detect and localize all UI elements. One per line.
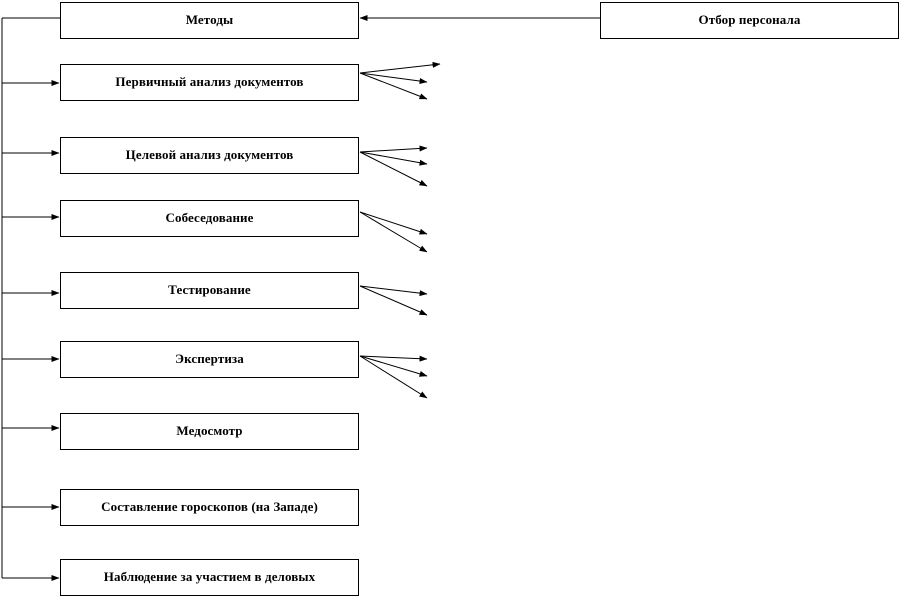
- fan-arrow-2-2: [360, 152, 427, 164]
- method-box-interview: [60, 200, 359, 237]
- method-label: Составление гороскопов (на Западе): [101, 499, 318, 514]
- fan-arrow-3-2: [360, 212, 427, 252]
- method-box-medical-exam: [60, 413, 359, 450]
- root-box-label: Отбор персонала: [698, 12, 801, 27]
- methods-box: [60, 2, 359, 39]
- method-label: Собеседование: [165, 210, 254, 225]
- method-label: Тестирование: [168, 282, 251, 297]
- method-box-observation: [60, 559, 359, 596]
- fan-arrow-1-1: [360, 64, 440, 73]
- method-label: Целевой анализ документов: [125, 147, 294, 162]
- method-box-testing: [60, 272, 359, 309]
- method-box-targeted-doc-analysis: [60, 137, 359, 174]
- fan-arrow-5-3: [360, 356, 427, 398]
- method-label: Экспертиза: [175, 351, 244, 366]
- method-label: Первичный анализ документов: [115, 74, 304, 89]
- fan-arrow-2-3: [360, 152, 427, 186]
- fan-arrow-1-3: [360, 73, 427, 99]
- fan-arrow-3-1: [360, 212, 427, 234]
- fan-arrow-1-2: [360, 73, 427, 82]
- fan-arrow-2-1: [360, 148, 427, 152]
- methods-box-label: Методы: [185, 12, 234, 27]
- method-label: Медосмотр: [176, 423, 243, 438]
- method-box-primary-doc-analysis: [60, 64, 359, 101]
- root-box-personnel-selection: [600, 2, 899, 39]
- method-box-horoscopes: [60, 489, 359, 526]
- method-label: Наблюдение за участием в деловых: [103, 569, 316, 584]
- method-box-expertise: [60, 341, 359, 378]
